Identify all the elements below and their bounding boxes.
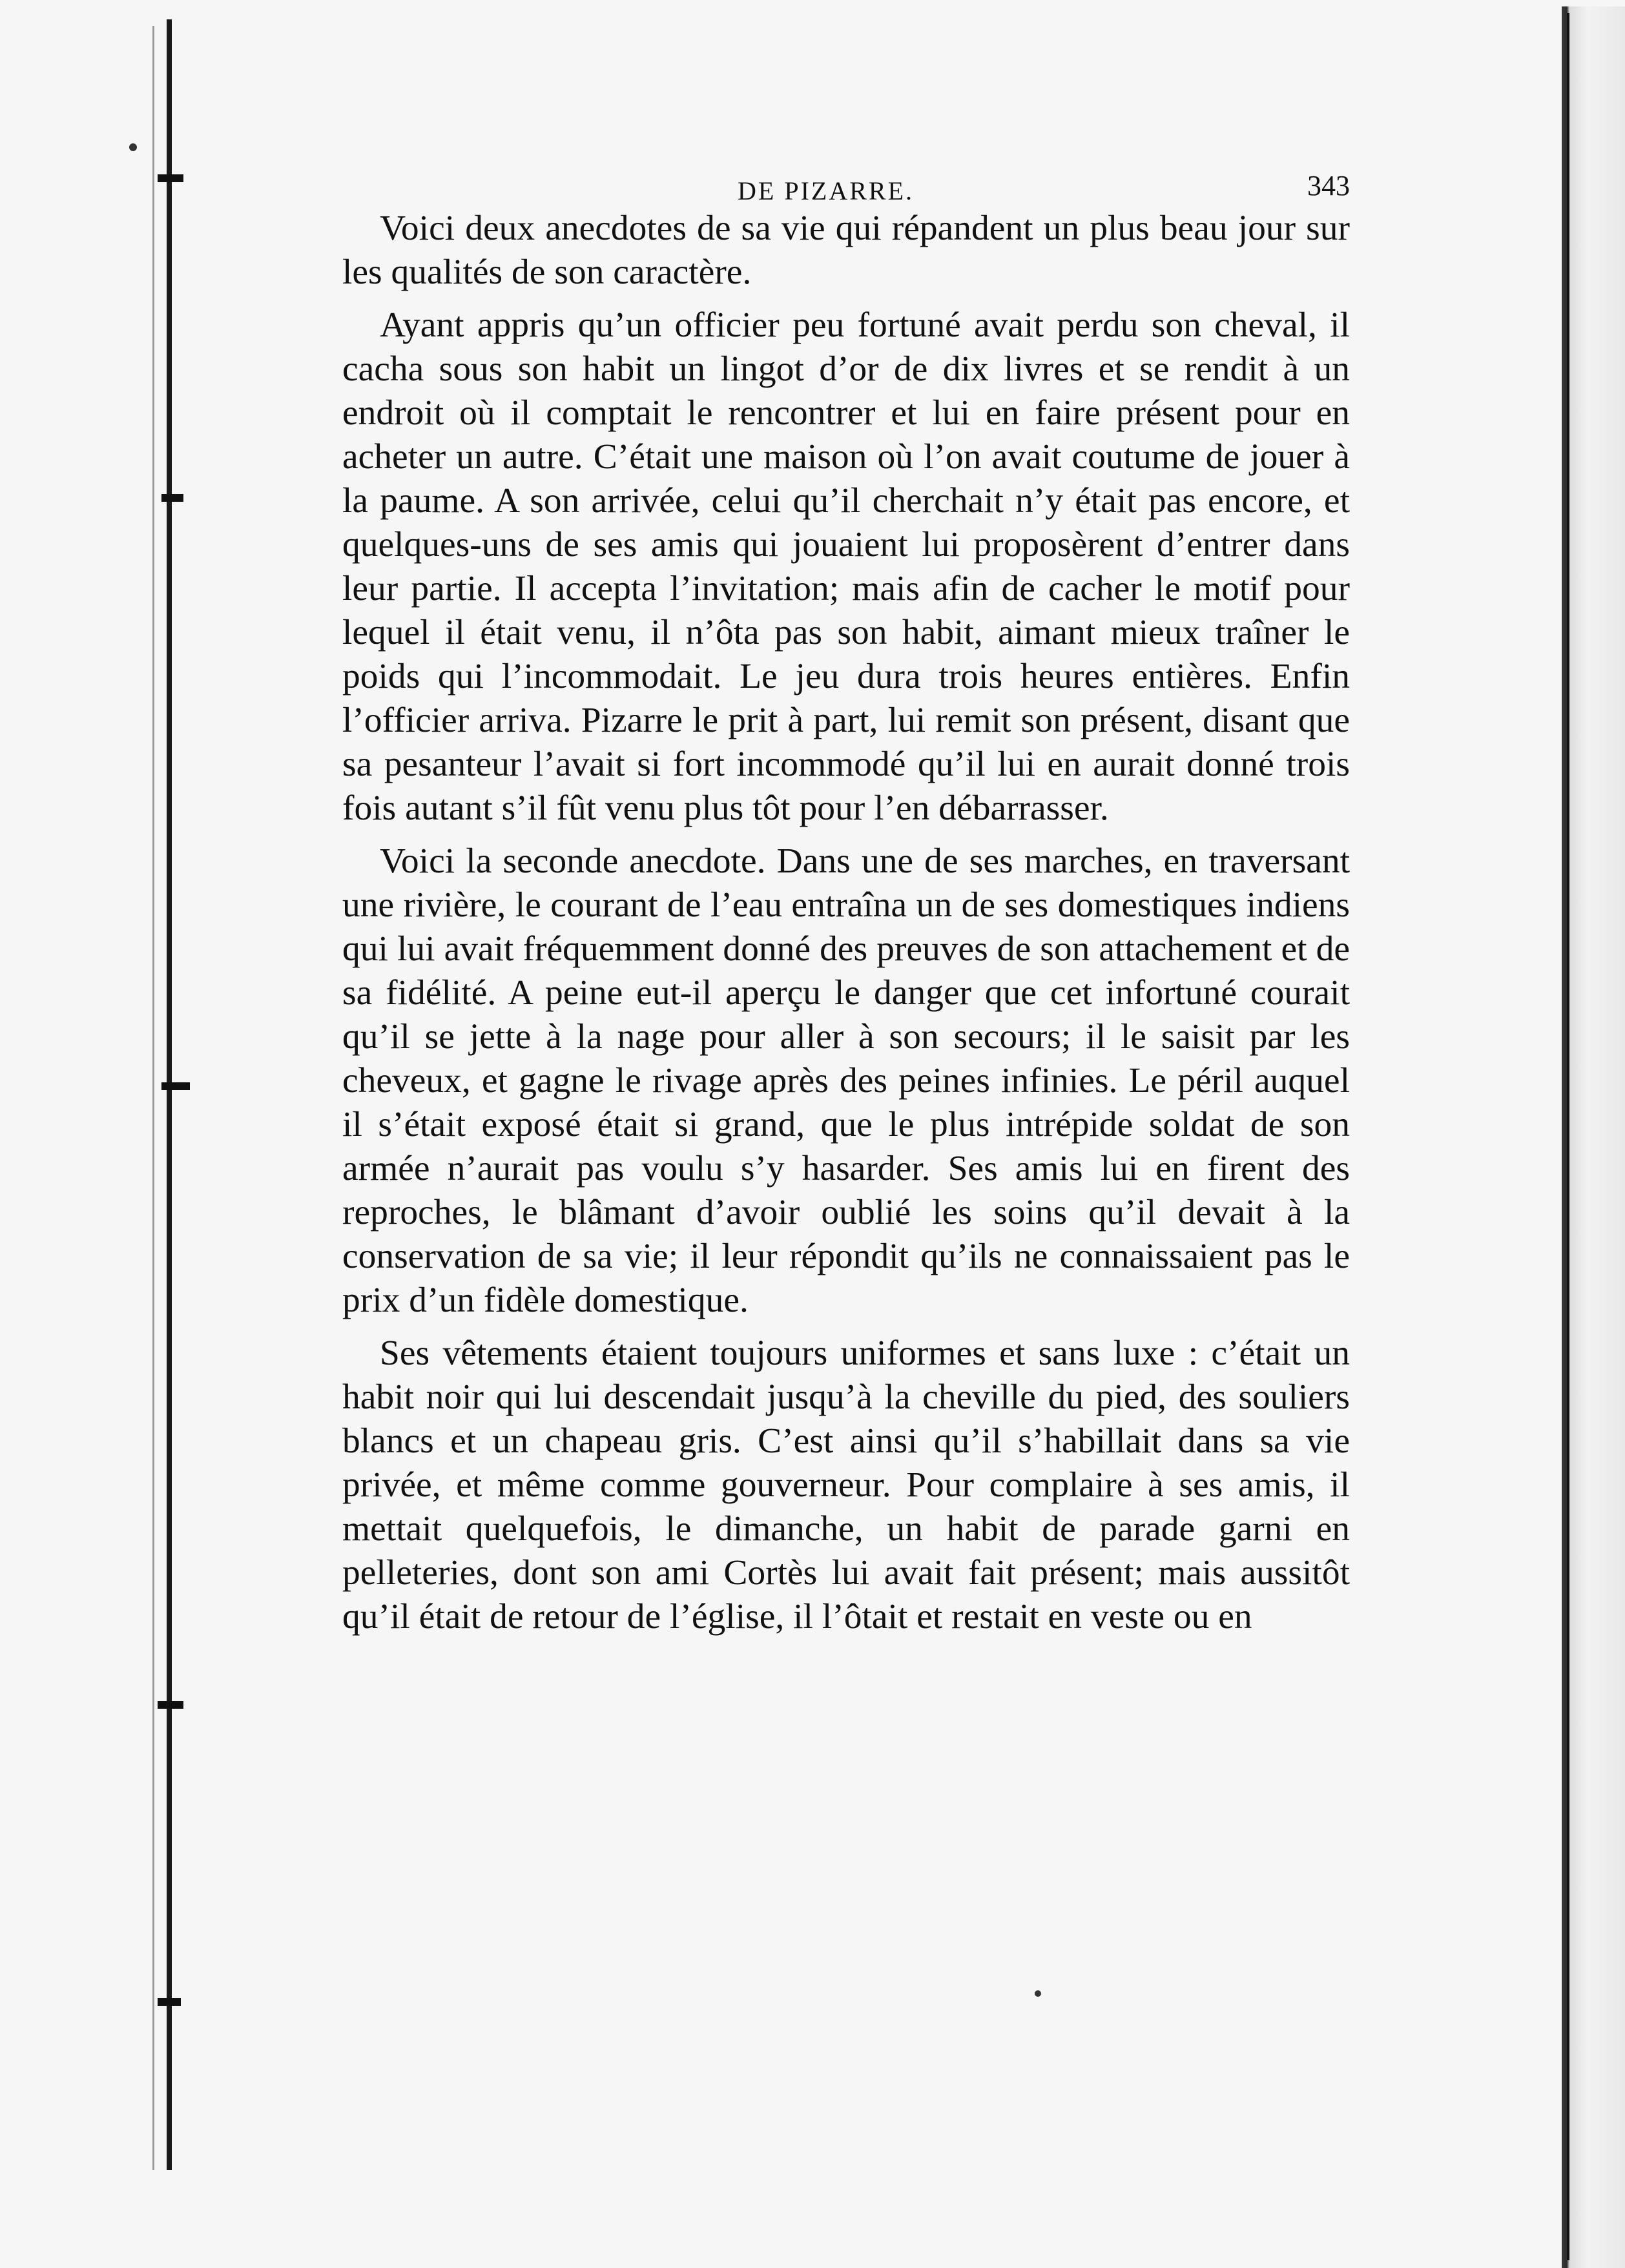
binding-stitch-mark <box>161 494 183 502</box>
binding-stitch-mark <box>158 1998 181 2006</box>
ink-speck <box>129 143 137 151</box>
paragraph: Voici la seconde anecdote. Dans une de ses marches, en traversant une rivière, le courant de l’eau entraîna un de ses domestiques indiens qui lui avait fréquemment donné des preuves de son attachement et de sa fidélité. A peine eut-il aperçu le danger que cet infortuné courait qu’il se jette à la nage pour aller à son secours; il le saisit par les cheveux, et gagne le rivage après des peines infinies. Le péril auquel il s’était exposé était si grand, que le plus intrépide soldat de son armée n’aurait pas voulu s’y hasarder. Ses amis lui en firent des reproches, le blâmant d’avoir oublié les soins qu’il devait à la conservation de sa vie; il leur répondit qu’ils ne connaissaient pas le prix d’un fidèle domestique. <box>342 841 1350 1320</box>
ink-speck <box>1035 1990 1041 1997</box>
binding-stitch-mark <box>158 1701 183 1709</box>
binding-edge-shadow <box>152 26 154 2170</box>
binding-stitch-mark <box>158 174 183 182</box>
page-number: 343 <box>1307 170 1350 201</box>
page-right-edge-line <box>1567 13 1569 2260</box>
running-head: DE PIZARRE. <box>738 176 914 205</box>
paragraph: Ayant appris qu’un officier peu fortuné avait perdu son cheval, il cacha sous son habit un lingot d’or de dix livres et se rendit à un endroit où il comptait le rencontrer et lui en faire présent pour en acheter un autre. C’était une maison où l’on avait coutume de jouer à la paume. A son arrivée, celui qu’il cherchait n’y était pas encore, et quelques-uns de ses amis qui jouaient lui proposèrent d’entrer dans leur partie. Il accepta l’invitation; mais afin de cacher le motif pour lequel il était venu, il n’ôta pas son habit, aimant mieux traîner le poids qui l’incommodait. Le jeu dura trois heures entières. Enfin l’officier arriva. Pizarre le prit à part, lui remit son présent, disant que sa pesanteur l’avait si fort incommodé qu’il lui en aurait donné trois fois autant s’il fût venu plus tôt pour l’en débarrasser. <box>342 305 1350 828</box>
paragraph: Ses vêtements étaient toujours uniformes et sans luxe : c’était un habit noir qui lui descendait jusqu’à la cheville du pied, des souliers blancs et un chapeau gris. C’est ainsi qu’il s’habillait dans sa vie privée, et même comme gouverneur. Pour complaire à ses amis, il mettait quelquefois, le dimanche, un habit de parade garni en pelleteries, dont son ami Cortès lui avait fait présent; mais aussitôt qu’il était de retour de l’église, il l’ôtait et restait en veste ou en <box>342 1334 1350 1636</box>
binding-edge-line <box>167 19 172 2170</box>
page-right-edge <box>1562 6 1625 2268</box>
page-header <box>342 161 1350 207</box>
binding-stitch-mark <box>161 1082 190 1090</box>
book-page <box>342 161 1350 1957</box>
paragraph: Voici deux anecdotes de sa vie qui répandent un plus beau jour sur les qualités de son caractère. <box>342 209 1350 292</box>
body-text <box>342 207 1350 1639</box>
